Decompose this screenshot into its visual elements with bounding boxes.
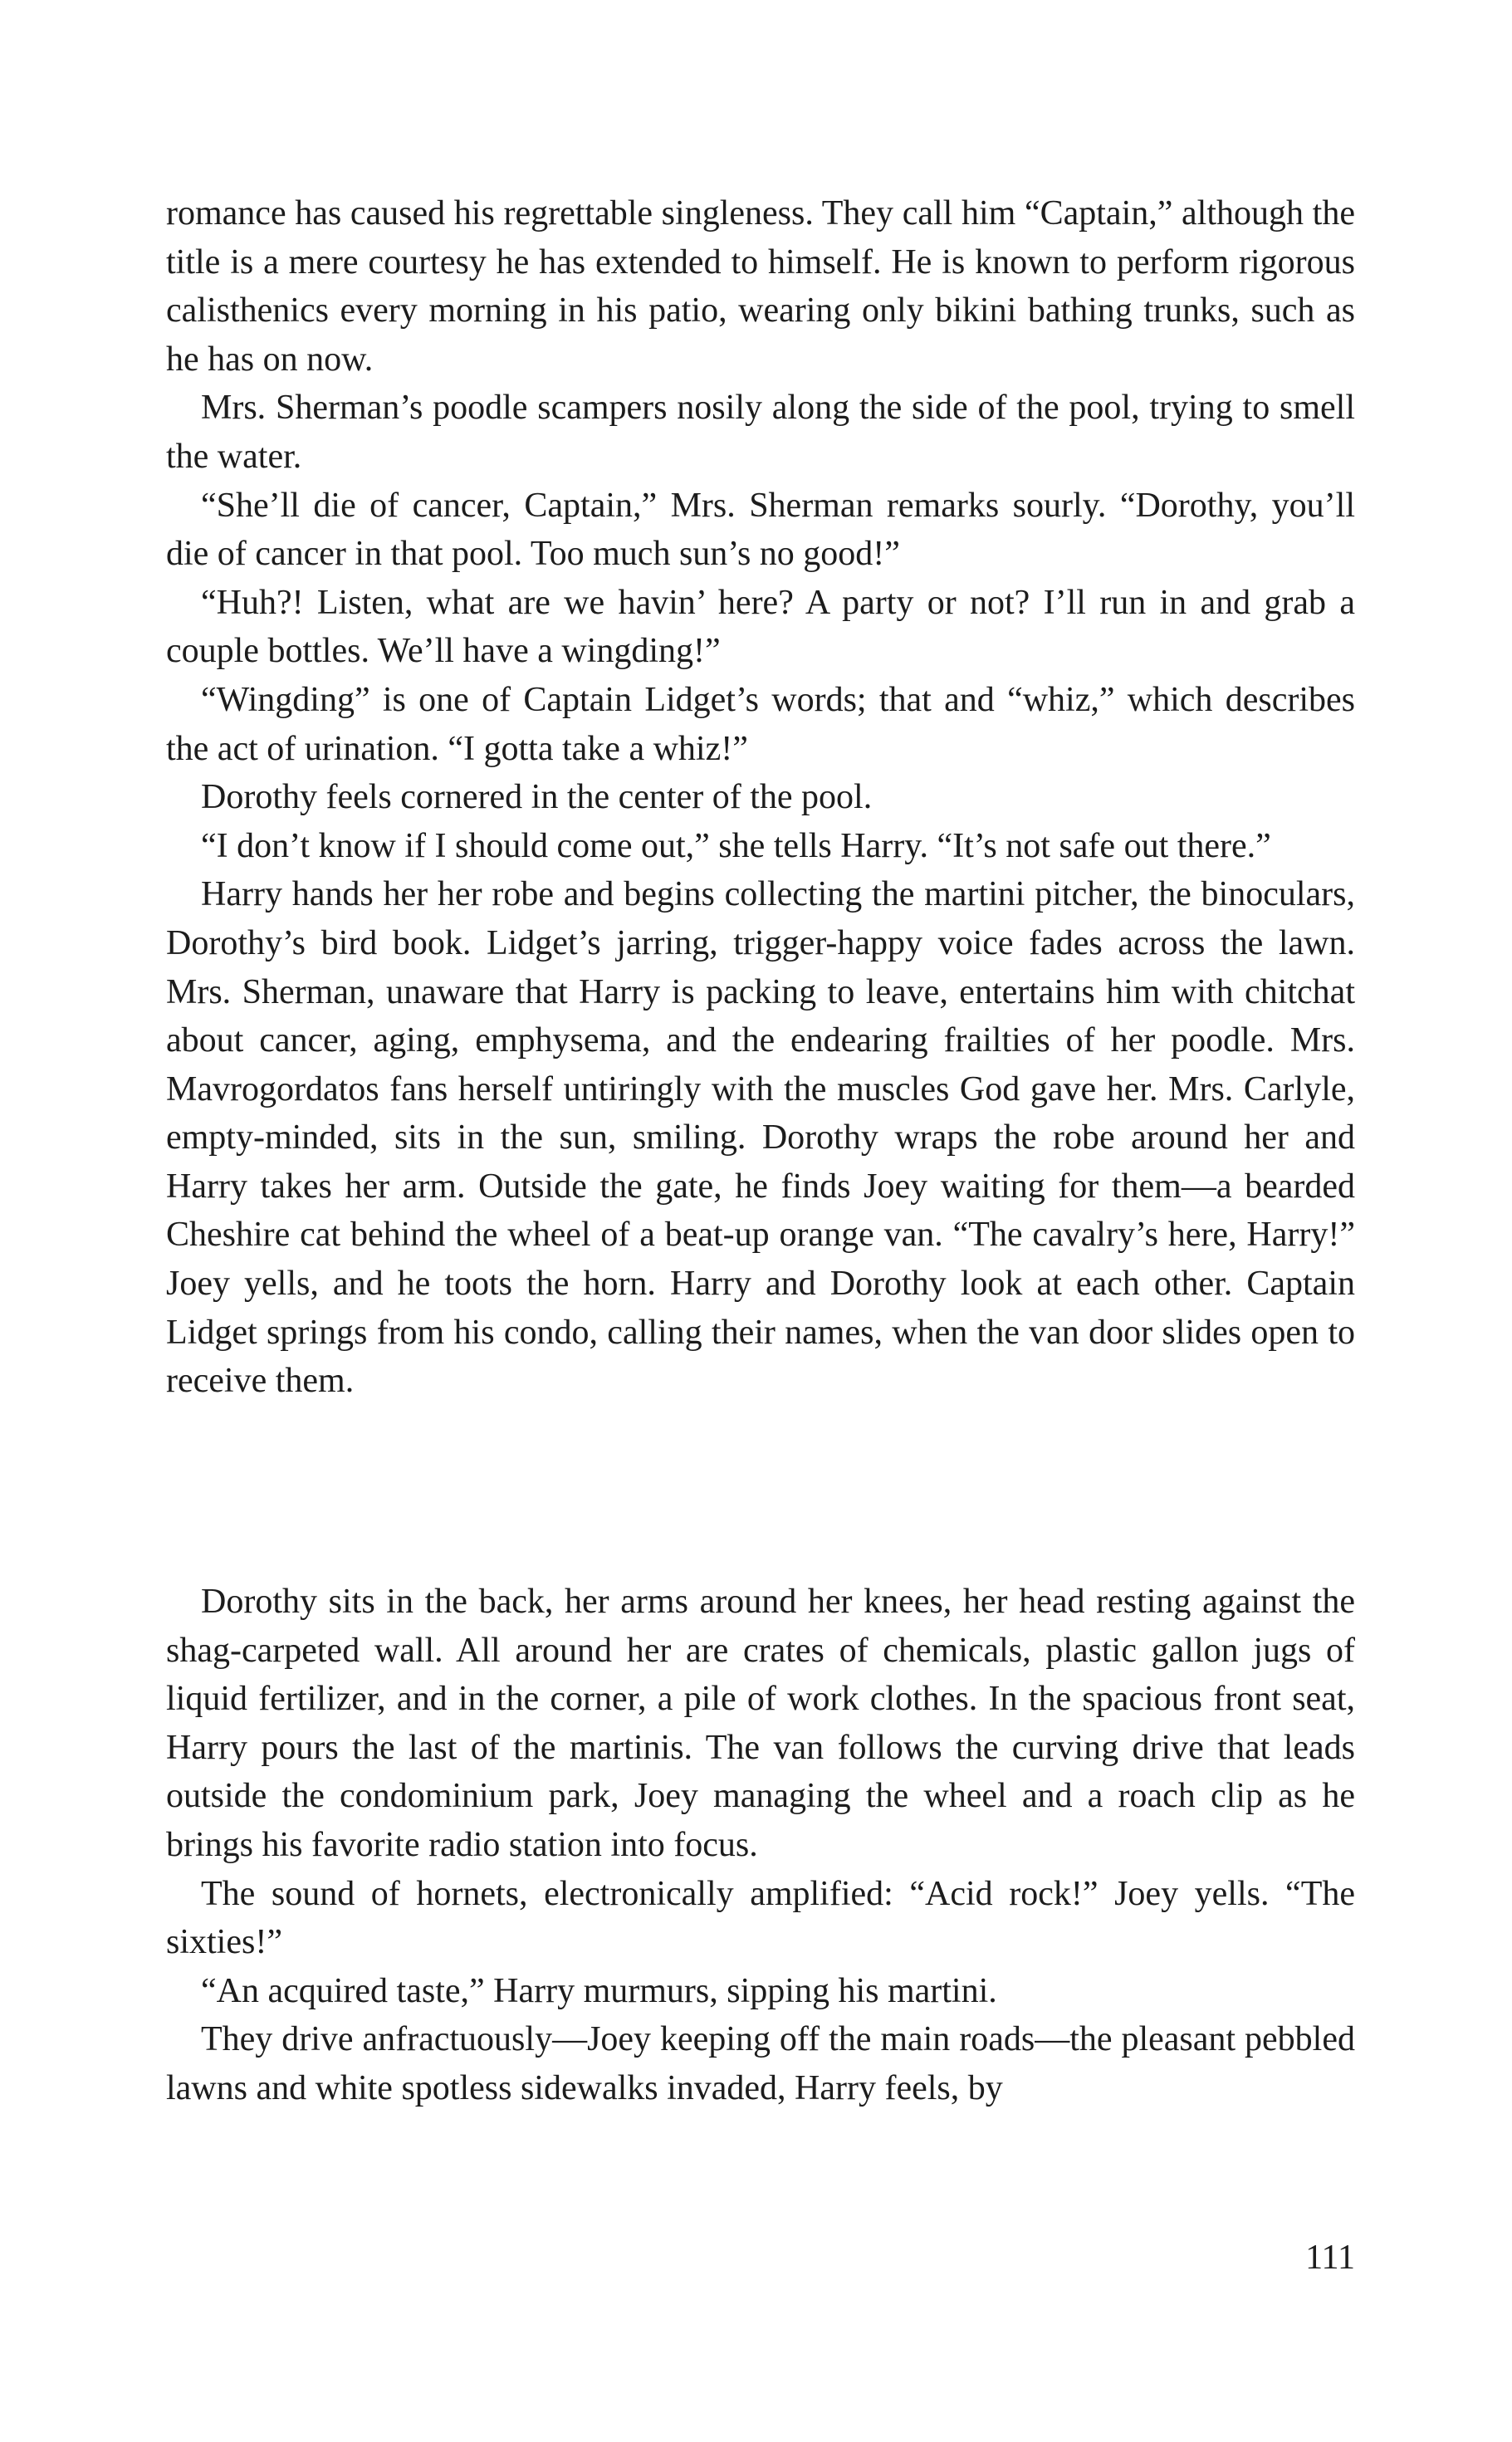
paragraph: “Wingding” is one of Captain Lidget’s words; that and “whiz,” which describes the act of urination. “I gotta take a whiz!” bbox=[166, 680, 1355, 768]
paragraph: “An acquired taste,” Harry murmurs, sipping his martini. bbox=[201, 1971, 997, 2010]
paragraph: The sound of hornets, electronically amplified: “Acid rock!” Joey yells. “The sixties!” bbox=[166, 1874, 1355, 1962]
paragraph: romance has caused his regrettable singleness. They call him “Captain,” although the title is a mere courtesy he has extended to himself. He is known to perform rigorous calisthenics every morning in his patio, wearing only bikini bathing trunks, such as he has on now. bbox=[166, 194, 1355, 379]
paragraph: They drive anfractuously—Joey keeping off the main roads—the pleasant pebbled lawns and white spotless sidewalks invaded, Harry feels, by bbox=[166, 2020, 1355, 2107]
paragraph: Mrs. Sherman’s poodle scampers nosily along the side of the pool, trying to smell the water. bbox=[166, 389, 1355, 476]
paragraph: “Huh?! Listen, what are we havin’ here? A party or not? I’ll run in and grab a couple bottles. We’ll have a wingding!” bbox=[166, 583, 1355, 671]
paragraph: “She’ll die of cancer, Captain,” Mrs. Sherman remarks sourly. “Dorothy, you’ll die of cancer in that pool. Too much sun’s no good!” bbox=[166, 486, 1355, 574]
text-section-2 bbox=[166, 1578, 1355, 2113]
text-section-1 bbox=[166, 189, 1355, 1406]
paragraph: “I don’t know if I should come out,” she tells Harry. “It’s not safe out there.” bbox=[201, 826, 1271, 865]
paragraph: Harry hands her her robe and begins collecting the martini pitcher, the binoculars, Dorothy’s bird book. Lidget’s jarring, trigger-happy voice fades across the lawn. Mrs. Sherman, unaware that Harry is packing to leave, entertains him with chitchat about cancer, aging, emphysema, and the endearing frailties of her poodle. Mrs. Mavrogordatos fans herself untiringly with the muscles God gave her. Mrs. Carlyle, empty-minded, sits in the sun, smiling. Dorothy wraps the robe around her and Harry takes her arm. Outside the gate, he finds Joey waiting for them—a bearded Cheshire cat behind the wheel of a beat-up orange van. “The cavalry’s here, Harry!” Joey yells, and he toots the horn. Harry and Dorothy look at each other. Captain Lidget springs from his condo, calling their names, when the van door slides open to receive them. bbox=[166, 875, 1355, 1401]
page-number: 111 bbox=[1305, 2239, 1355, 2277]
paragraph: Dorothy feels cornered in the center of the pool. bbox=[201, 778, 873, 817]
paragraph: Dorothy sits in the back, her arms around her knees, her head resting against the shag-carpeted wall. All around her are crates of chemicals, plastic gallon jugs of liquid fertilizer, and in the corner, a pile of work clothes. In the spacious front seat, Harry pours the last of the martinis. The van follows the curving drive that leads outside the condominium park, Joey managing the wheel and a roach clip as he brings his favorite radio station into focus. bbox=[166, 1583, 1355, 1864]
